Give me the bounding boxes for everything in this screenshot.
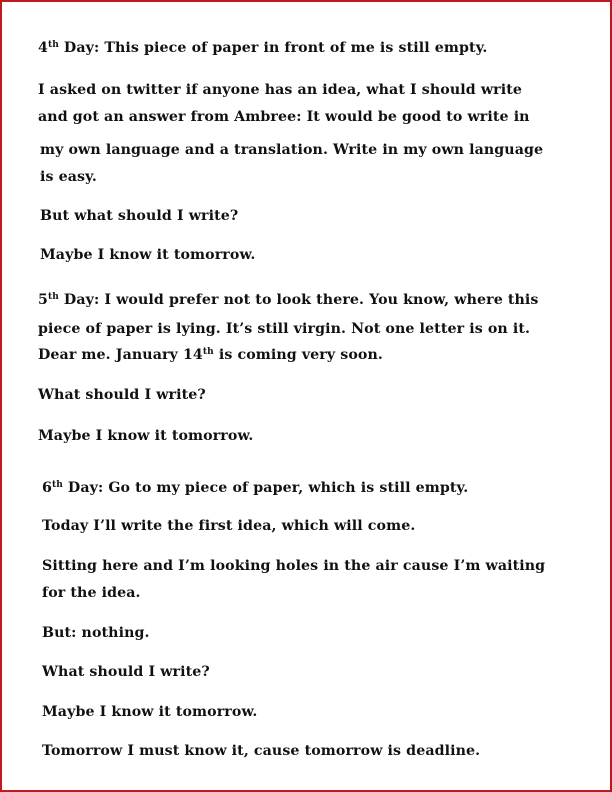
text-line: Tomorrow I must know it, cause tomorrow is deadline. (42, 743, 481, 759)
text-line: Maybe I know it tomorrow. (42, 704, 258, 720)
day4-heading: 4th Day: This piece of paper in front of me is still empty. (38, 40, 488, 56)
text-line: and got an answer from Ambree: It would be good to write in (38, 109, 530, 125)
text-line: piece of paper is lying. It’s still virgin. Not one letter is on it. (38, 321, 531, 337)
text-line: my own language and a translation. Write in my own language (40, 142, 544, 158)
text-line: Dear me. January 14th is coming very soon. (38, 347, 383, 363)
text-line: But: nothing. (42, 625, 150, 641)
text-line: Maybe I know it tomorrow. (40, 247, 256, 263)
day6-heading: 6th Day: Go to my piece of paper, which is still empty. (42, 480, 469, 496)
day5-heading: 5th Day: I would prefer not to look there. You know, where this (38, 292, 539, 308)
text-line: What should I write? (38, 387, 206, 403)
text-line: Today I’ll write the first idea, which will come. (42, 518, 416, 534)
text-line: What should I write? (42, 664, 210, 680)
text-line: Sitting here and I’m looking holes in the air cause I’m waiting (42, 558, 546, 574)
text-line: is easy. (40, 169, 97, 185)
text-line: But what should I write? (40, 208, 239, 224)
text-line: for the idea. (42, 585, 141, 601)
text-line: I asked on twitter if anyone has an idea, what I should write (38, 82, 522, 98)
text-line: Maybe I know it tomorrow. (38, 428, 254, 444)
